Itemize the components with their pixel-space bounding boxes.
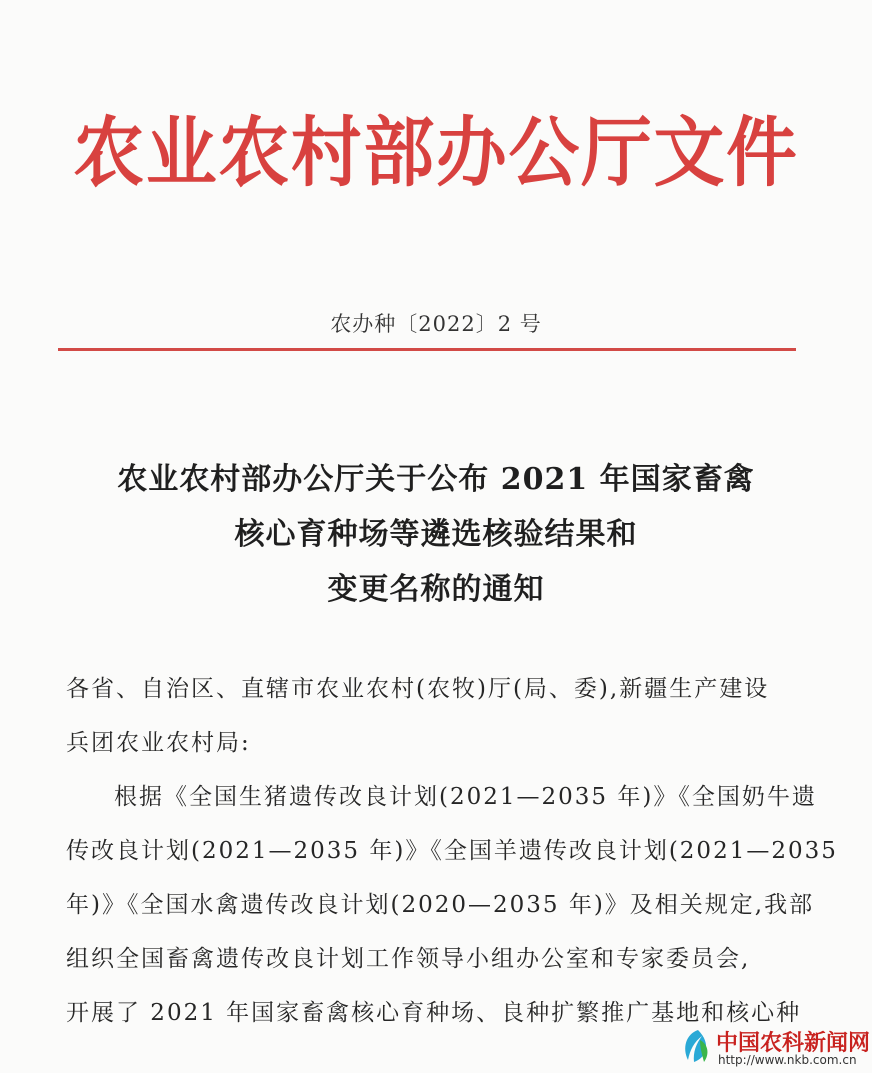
body-line-6: 组织全国畜禽遗传改良计划工作领导小组办公室和专家委员会, — [66, 946, 751, 972]
watermark-site-name: 中国农科新闻网 — [716, 1031, 871, 1056]
notice-title — [0, 452, 872, 617]
body-line-3: 根据《全国生猪遗传改良计划(2021—2035 年)》《全国奶牛遗 — [114, 784, 817, 810]
red-divider-line — [58, 348, 796, 351]
body-line-7: 开展了 2021 年国家畜禽核心育种场、良种扩繁推广基地和核心种 — [66, 1000, 802, 1026]
document-number: 农办种〔2022〕2 号 — [330, 312, 542, 336]
notice-title-line-2: 核心育种场等遴选核验结果和 — [234, 517, 638, 552]
notice-title-line-3: 变更名称的通知 — [327, 572, 545, 607]
watermark-url: http://www.nkb.com.cn — [718, 1053, 857, 1067]
body-line-2: 兵团农业农村局: — [66, 730, 251, 756]
body-line-1: 各省、自治区、直辖市农业农村(农牧)厅(局、委),新疆生产建设 — [66, 676, 770, 702]
issuing-authority-title: 农业农村部办公厅文件 — [73, 108, 799, 197]
site-watermark — [678, 1024, 872, 1070]
leaf-logo-icon — [678, 1026, 718, 1066]
body-line-4: 传改良计划(2021—2035 年)》《全国羊遗传改良计划(2021—2035 — [66, 838, 838, 864]
notice-body — [66, 662, 838, 1040]
body-line-5: 年)》《全国水禽遗传改良计划(2020—2035 年)》及相关规定,我部 — [66, 892, 815, 918]
notice-title-line-1: 农业农村部办公厅关于公布 2021 年国家畜禽 — [117, 462, 755, 497]
